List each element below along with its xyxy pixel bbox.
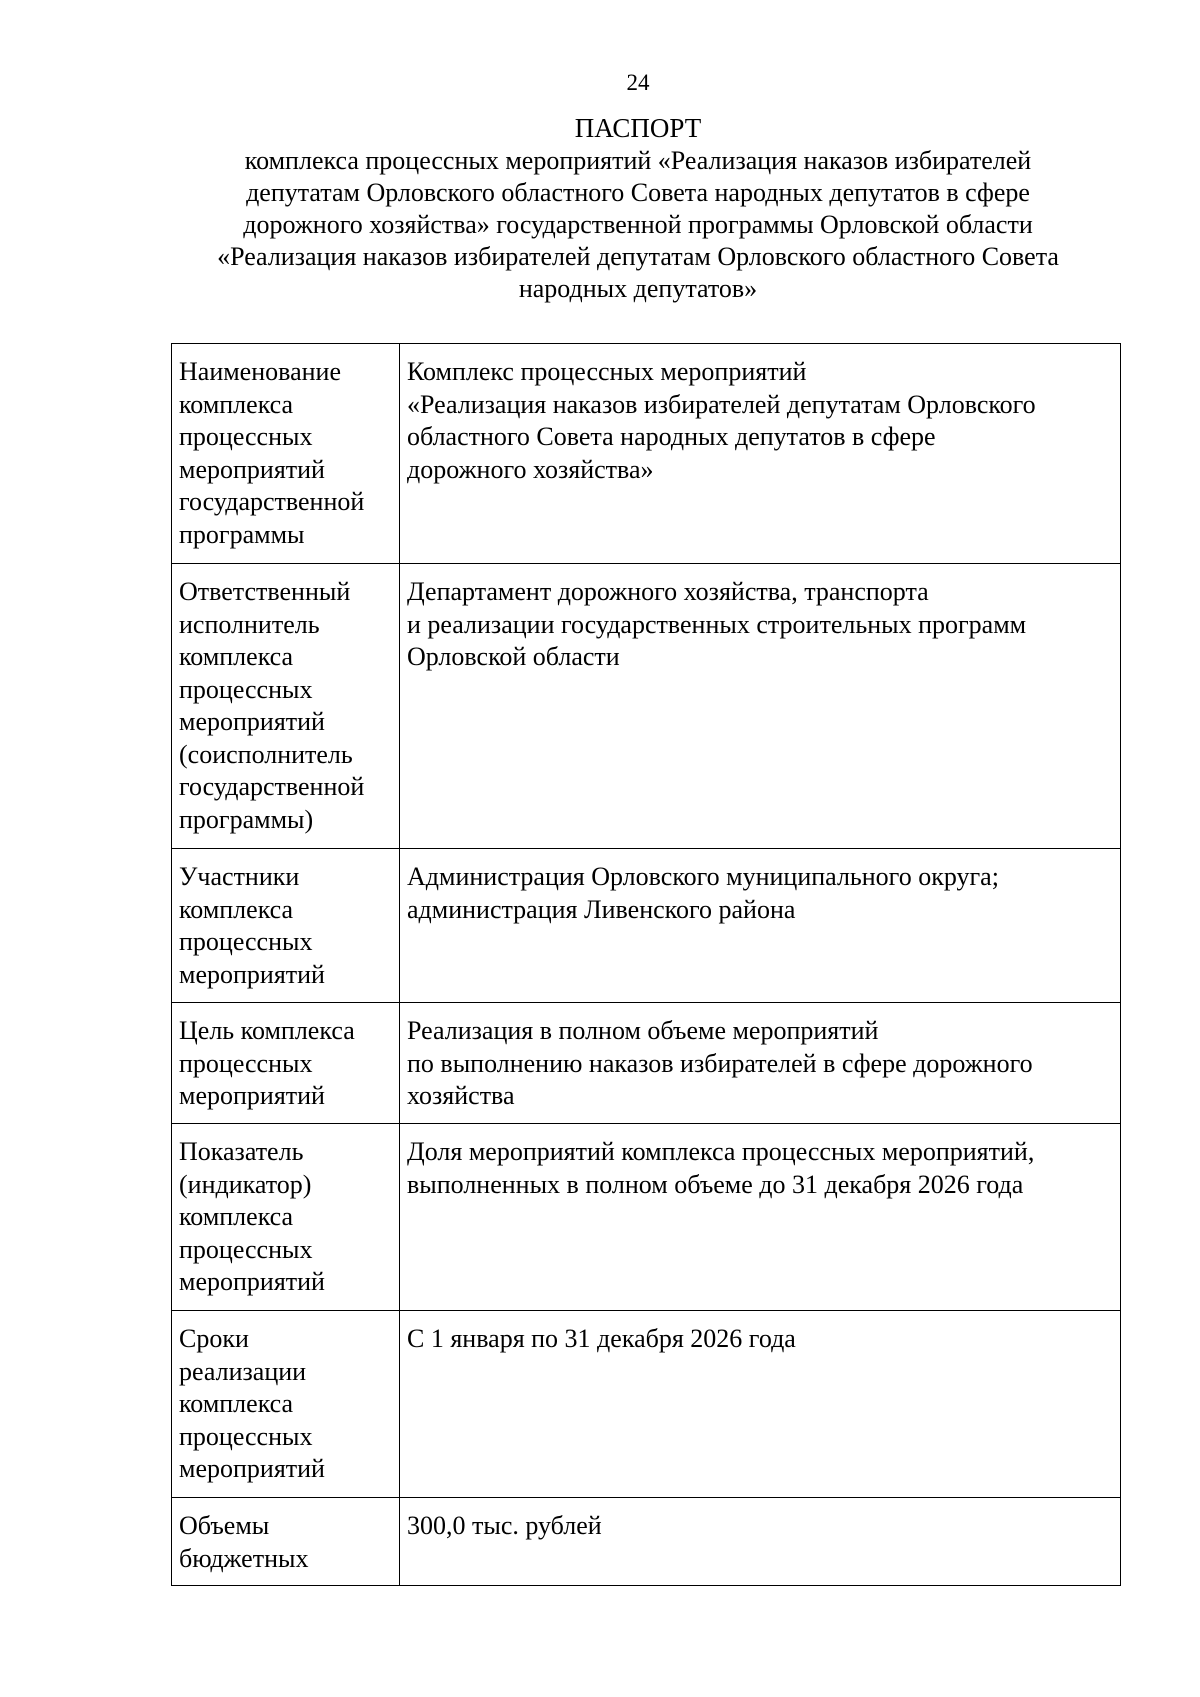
row-label: Наименование комплекса процессных мероприятий государственной программы — [172, 344, 400, 564]
row-value: Комплекс процессных мероприятий «Реализация наказов избирателей депутатам Орловского областного Совета народных депутатов в сфере дорожного хозяйства» — [400, 344, 1121, 564]
table-row — [172, 1311, 1121, 1498]
document-subtitle-text: комплекса процессных мероприятий «Реализация наказов избирателей депутатам Орловского областного Совета народных депутатов в сфере дорожного хозяйства» государственной программы Орловской области «Реализация наказов избирателей депутатам Орловского областного Совета народных депутатов» — [217, 146, 1059, 303]
table-row — [172, 849, 1121, 1003]
row-label: Сроки реализации комплекса процессных мероприятий — [172, 1311, 400, 1498]
row-label: Ответственный исполнитель комплекса процессных мероприятий (соисполнитель государственной программы) — [172, 564, 400, 849]
row-label: Участники комплекса процессных мероприятий — [172, 849, 400, 1003]
document-subtitle — [160, 145, 1116, 305]
table-row — [172, 1124, 1121, 1311]
page-number: 24 — [626, 70, 650, 95]
row-value: 300,0 тыс. рублей — [400, 1498, 1121, 1586]
table-row — [172, 344, 1121, 564]
row-value: Доля мероприятий комплекса процессных мероприятий, выполненных в полном объеме до 31 декабря 2026 года — [400, 1124, 1121, 1311]
row-value: С 1 января по 31 декабря 2026 года — [400, 1311, 1121, 1498]
table-row — [172, 1003, 1121, 1124]
document-title: ПАСПОРТ — [574, 113, 702, 143]
row-label: Цель комплекса процессных мероприятий — [172, 1003, 400, 1124]
row-label: Объемы бюджетных — [172, 1498, 400, 1586]
row-value: Администрация Орловского муниципального округа; администрация Ливенского района — [400, 849, 1121, 1003]
row-value: Реализация в полном объеме мероприятий по выполнению наказов избирателей в сфере дорожного хозяйства — [400, 1003, 1121, 1124]
row-label: Показатель (индикатор) комплекса процессных мероприятий — [172, 1124, 400, 1311]
table-row — [172, 1498, 1121, 1586]
passport-table — [171, 343, 1121, 1586]
document-heading — [160, 112, 1116, 305]
row-value: Департамент дорожного хозяйства, транспорта и реализации государственных строительных программ Орловской области — [400, 564, 1121, 849]
table-row — [172, 564, 1121, 849]
